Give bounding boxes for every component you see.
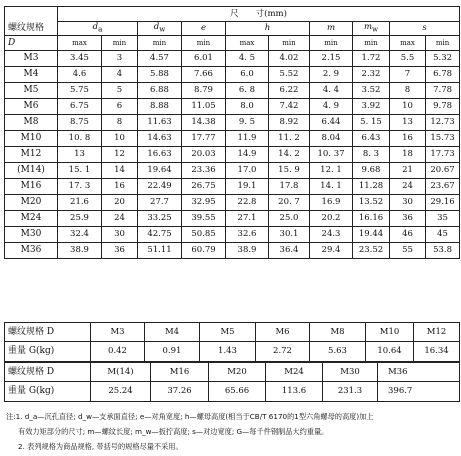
- s-max: 46: [390, 227, 426, 243]
- table-row: [5, 227, 460, 243]
- h-min: 14. 2: [269, 147, 310, 163]
- s-max: 24: [390, 179, 426, 195]
- sub-min: min: [102, 36, 138, 51]
- m-min: 4. 4: [310, 83, 353, 99]
- m-min: 2. 9: [310, 67, 353, 83]
- note-line-3: 2. 表列规格为商品规格, 带括号的规格尽量不采用。: [18, 442, 183, 451]
- s-max: 36: [390, 211, 426, 227]
- header-m: m: [310, 21, 353, 36]
- m-min: 12. 1: [310, 163, 353, 179]
- row-spec: M3: [5, 51, 58, 67]
- s-min: 15.73: [426, 131, 460, 147]
- weight1-value: 16.34: [414, 342, 460, 362]
- mw-min: 6.43: [353, 131, 390, 147]
- h-min: 7.42: [269, 99, 310, 115]
- s-max: 55: [390, 243, 426, 259]
- weight2-value: 231.3: [323, 382, 378, 402]
- e-min: 8.79: [182, 83, 226, 99]
- m-min: 8.04: [310, 131, 353, 147]
- weight2-value: 396.7: [378, 382, 460, 402]
- table-row: [5, 243, 460, 259]
- s-min: 7.78: [426, 83, 460, 99]
- s-min: 29.16: [426, 195, 460, 211]
- dw-min: 42.75: [138, 227, 182, 243]
- m-min: 24.3: [310, 227, 353, 243]
- da-max: 3.45: [58, 51, 102, 67]
- sub-max: max: [58, 36, 102, 51]
- mw-min: 19.44: [353, 227, 390, 243]
- e-min: 50.85: [182, 227, 226, 243]
- m-min: 16.9: [310, 195, 353, 211]
- notes: [6, 409, 458, 454]
- weight2-spec: M30: [323, 363, 378, 382]
- header-D: D: [5, 36, 58, 51]
- h-max: 8.0: [226, 99, 269, 115]
- e-min: 7.66: [182, 67, 226, 83]
- h-max: 27.1: [226, 211, 269, 227]
- h-max: 6.0: [226, 67, 269, 83]
- dw-min: 4.57: [138, 51, 182, 67]
- table-row: [5, 99, 460, 115]
- h-max: 9. 5: [226, 115, 269, 131]
- s-min: 12.73: [426, 115, 460, 131]
- s-max: 10: [390, 99, 426, 115]
- da-min: 14: [102, 163, 138, 179]
- mw-min: 3.52: [353, 83, 390, 99]
- weight1-value: 2.72: [256, 342, 310, 362]
- h-max: 38.9: [226, 243, 269, 259]
- h-min: 8.92: [269, 115, 310, 131]
- weight2-value: 37.26: [151, 382, 209, 402]
- m-min: 6.44: [310, 115, 353, 131]
- header-mw: $m_w$: [353, 21, 390, 36]
- weight1-weight-label: 重量 G(kg): [5, 342, 91, 362]
- s-max: 18: [390, 147, 426, 163]
- weight1-spec: M12: [414, 323, 460, 342]
- da-max: 8.75: [58, 115, 102, 131]
- table-row: [5, 67, 460, 83]
- mw-min: 16.16: [353, 211, 390, 227]
- dw-min: 27.7: [138, 195, 182, 211]
- h-max: 19.1: [226, 179, 269, 195]
- weight2-spec: M24: [266, 363, 323, 382]
- sub-min: min: [269, 36, 310, 51]
- da-min: 3: [102, 51, 138, 67]
- dw-min: 11.63: [138, 115, 182, 131]
- weight2-spec: M16: [151, 363, 209, 382]
- h-max: 17.0: [226, 163, 269, 179]
- row-spec: M36: [5, 243, 58, 259]
- mw-min: 1.72: [353, 51, 390, 67]
- sub-min: min: [138, 36, 182, 51]
- weight1-value: 0.42: [91, 342, 145, 362]
- weight1-spec: M10: [366, 323, 414, 342]
- weight2-value: 113.6: [266, 382, 323, 402]
- weight1-spec: M8: [310, 323, 366, 342]
- da-min: 8: [102, 115, 138, 131]
- s-max: 13: [390, 115, 426, 131]
- weight2-spec: M36: [378, 363, 460, 382]
- weight1-spec: M5: [200, 323, 256, 342]
- m-min: 10. 37: [310, 147, 353, 163]
- weight2-spec: M(14): [91, 363, 151, 382]
- table-row: [5, 147, 460, 163]
- s-max: 8: [390, 83, 426, 99]
- h-min: 15. 9: [269, 163, 310, 179]
- table-row: [5, 195, 460, 211]
- da-max: 13: [58, 147, 102, 163]
- h-max: 4. 5: [226, 51, 269, 67]
- sub-max: max: [390, 36, 426, 51]
- sub-max: max: [226, 36, 269, 51]
- da-max: 4.6: [58, 67, 102, 83]
- mw-min: 3.92: [353, 99, 390, 115]
- dw-min: 8.88: [138, 99, 182, 115]
- s-min: 45: [426, 227, 460, 243]
- mw-min: 8. 3: [353, 147, 390, 163]
- m-min: 14. 1: [310, 179, 353, 195]
- e-min: 14.38: [182, 115, 226, 131]
- mw-min: 13.52: [353, 195, 390, 211]
- da-min: 30: [102, 227, 138, 243]
- mw-min: 5. 15: [353, 115, 390, 131]
- row-spec: M30: [5, 227, 58, 243]
- row-spec: M4: [5, 67, 58, 83]
- h-min: 5.52: [269, 67, 310, 83]
- dw-min: 14.63: [138, 131, 182, 147]
- dw-min: 19.64: [138, 163, 182, 179]
- m-min: 2.15: [310, 51, 353, 67]
- da-max: 38.9: [58, 243, 102, 259]
- weight1-spec-label: 螺纹规格 D: [5, 323, 91, 342]
- dw-min: 22.49: [138, 179, 182, 195]
- da-min: 24: [102, 211, 138, 227]
- da-min: 4: [102, 67, 138, 83]
- h-min: 36.4: [269, 243, 310, 259]
- row-spec: M20: [5, 195, 58, 211]
- mw-min: 11.28: [353, 179, 390, 195]
- weight1-value: 5.63: [310, 342, 366, 362]
- header-dw: $d_w$: [138, 21, 182, 36]
- e-min: 39.55: [182, 211, 226, 227]
- dw-min: 33.25: [138, 211, 182, 227]
- weight-table-2: [4, 362, 460, 402]
- weight1-spec: M6: [256, 323, 310, 342]
- h-min: 4.02: [269, 51, 310, 67]
- dimension-table: [4, 6, 460, 259]
- da-min: 12: [102, 147, 138, 163]
- da-max: 17. 3: [58, 179, 102, 195]
- dw-min: 51.11: [138, 243, 182, 259]
- header-h: h: [226, 21, 310, 36]
- s-min: 17.73: [426, 147, 460, 163]
- weight2-spec-label: 螺纹规格 D: [5, 363, 91, 382]
- note-line-1: 注:1. d_a—沉孔直径; d_w—支承面直径; e—对角宽度; h—螺母高度(相当于CB/T 6170的1型六角螺母的高度)加上: [6, 412, 374, 421]
- s-min: 9.78: [426, 99, 460, 115]
- h-max: 32.6: [226, 227, 269, 243]
- da-min: 10: [102, 131, 138, 147]
- m-min: 20.2: [310, 211, 353, 227]
- note-line-2: 有效力矩部分的尺寸; m—螺纹长度; m_w—扳拧高度; s—对边宽度; G—每千件钢制品大约重量。: [18, 427, 329, 436]
- h-max: 22.8: [226, 195, 269, 211]
- weight-table-1: [4, 322, 460, 362]
- table-row: [5, 179, 460, 195]
- da-max: 25.9: [58, 211, 102, 227]
- s-min: 53.8: [426, 243, 460, 259]
- row-spec: (M14): [5, 163, 58, 179]
- dw-min: 16.63: [138, 147, 182, 163]
- weight1-spec: M4: [145, 323, 200, 342]
- weight2-weight-label: 重量 G(kg): [5, 382, 91, 402]
- da-max: 6.75: [58, 99, 102, 115]
- table-row: [5, 131, 460, 147]
- row-spec: M5: [5, 83, 58, 99]
- s-min: 20.67: [426, 163, 460, 179]
- size-title: 尺 寸(mm): [58, 7, 460, 22]
- s-max: 16: [390, 131, 426, 147]
- e-min: 20.03: [182, 147, 226, 163]
- table-row: [5, 83, 460, 99]
- s-min: 5.32: [426, 51, 460, 67]
- weight1-value: 0.91: [145, 342, 200, 362]
- row-spec: M16: [5, 179, 58, 195]
- weight2-spec: M20: [209, 363, 266, 382]
- da-min: 16: [102, 179, 138, 195]
- da-min: 5: [102, 83, 138, 99]
- e-min: 32.95: [182, 195, 226, 211]
- row-spec: M8: [5, 115, 58, 131]
- dw-min: 6.88: [138, 83, 182, 99]
- m-min: 4. 9: [310, 99, 353, 115]
- e-min: 11.05: [182, 99, 226, 115]
- table-row: [5, 115, 460, 131]
- weight2-value: 65.66: [209, 382, 266, 402]
- s-min: 35: [426, 211, 460, 227]
- weight1-value: 10.64: [366, 342, 414, 362]
- thread-spec-header: 螺纹规格: [5, 7, 58, 36]
- header-da: $d_a$: [58, 21, 138, 36]
- header-e: e: [182, 21, 226, 36]
- e-min: 23.36: [182, 163, 226, 179]
- h-min: 17.8: [269, 179, 310, 195]
- dw-min: 5.88: [138, 67, 182, 83]
- e-min: 26.75: [182, 179, 226, 195]
- s-max: 21: [390, 163, 426, 179]
- m-min: 29.4: [310, 243, 353, 259]
- h-min: 11. 2: [269, 131, 310, 147]
- s-max: 7: [390, 67, 426, 83]
- header-s: s: [390, 21, 460, 36]
- dimension-rows: [5, 51, 460, 259]
- s-min: 23.67: [426, 179, 460, 195]
- da-min: 20: [102, 195, 138, 211]
- h-max: 11.9: [226, 131, 269, 147]
- h-min: 6.22: [269, 83, 310, 99]
- row-spec: M6: [5, 99, 58, 115]
- e-min: 60.79: [182, 243, 226, 259]
- row-spec: M10: [5, 131, 58, 147]
- h-min: 30.1: [269, 227, 310, 243]
- row-spec: M12: [5, 147, 58, 163]
- da-min: 6: [102, 99, 138, 115]
- row-spec: M24: [5, 211, 58, 227]
- da-max: 5.75: [58, 83, 102, 99]
- mw-min: 9.68: [353, 163, 390, 179]
- sub-min: min: [426, 36, 460, 51]
- h-max: 6. 8: [226, 83, 269, 99]
- e-min: 17.77: [182, 131, 226, 147]
- h-max: 14.9: [226, 147, 269, 163]
- da-max: 10. 8: [58, 131, 102, 147]
- table-row: [5, 51, 460, 67]
- e-min: 6.01: [182, 51, 226, 67]
- da-max: 15. 1: [58, 163, 102, 179]
- sub-min: min: [353, 36, 390, 51]
- table-row: [5, 163, 460, 179]
- mw-min: 2.32: [353, 67, 390, 83]
- s-max: 30: [390, 195, 426, 211]
- h-min: 25.0: [269, 211, 310, 227]
- table-row: [5, 211, 460, 227]
- da-max: 32.4: [58, 227, 102, 243]
- da-min: 36: [102, 243, 138, 259]
- weight2-value: 25.24: [91, 382, 151, 402]
- h-min: 20. 7: [269, 195, 310, 211]
- weight1-value: 1.43: [200, 342, 256, 362]
- weight1-spec: M3: [91, 323, 145, 342]
- sub-min: min: [310, 36, 353, 51]
- s-max: 5.5: [390, 51, 426, 67]
- s-min: 6.78: [426, 67, 460, 83]
- sub-min: min: [182, 36, 226, 51]
- mw-min: 23.52: [353, 243, 390, 259]
- da-max: 21.6: [58, 195, 102, 211]
